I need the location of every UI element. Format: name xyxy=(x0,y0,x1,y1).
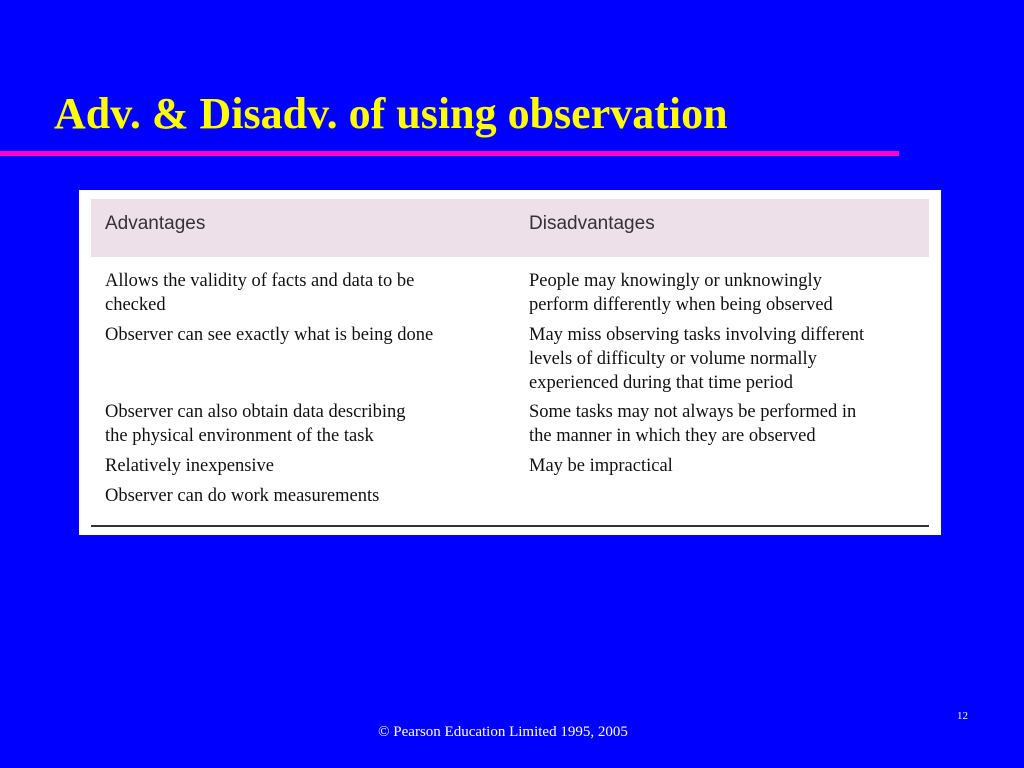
advantage-cell-1: Allows the validity of facts and data to be checked xyxy=(105,271,415,315)
advantage-cell-5: Observer can do work measurements xyxy=(105,486,380,506)
table-bottom-rule xyxy=(91,525,929,527)
slide-title: Adv. & Disadv. of using observation xyxy=(54,89,728,138)
disadvantage-cell-3: Some tasks may not always be performed in the manner in which they are observed xyxy=(529,402,857,446)
advantage-cell-2: Observer can see exactly what is being done xyxy=(105,325,434,345)
disadvantage-cell-2: May miss observing tasks involving different levels of difficulty or volume normally experienced during that time period xyxy=(529,325,865,393)
disadvantage-cell-4: May be impractical xyxy=(529,456,673,476)
advantage-cell-3: Observer can also obtain data describing the physical environment of the task xyxy=(105,402,406,446)
advantage-cell-4: Relatively inexpensive xyxy=(105,456,275,476)
copyright-footer: © Pearson Education Limited 1995, 2005 xyxy=(378,724,628,740)
table-header xyxy=(91,199,929,257)
disadvantage-cell-1: People may knowingly or unknowingly perform differently when being observed xyxy=(529,271,833,315)
title-underline xyxy=(0,151,899,156)
advantages-header: Advantages xyxy=(105,213,206,234)
comparison-table xyxy=(79,190,941,535)
disadvantages-header: Disadvantages xyxy=(529,213,655,234)
page-number: 12 xyxy=(957,710,968,722)
